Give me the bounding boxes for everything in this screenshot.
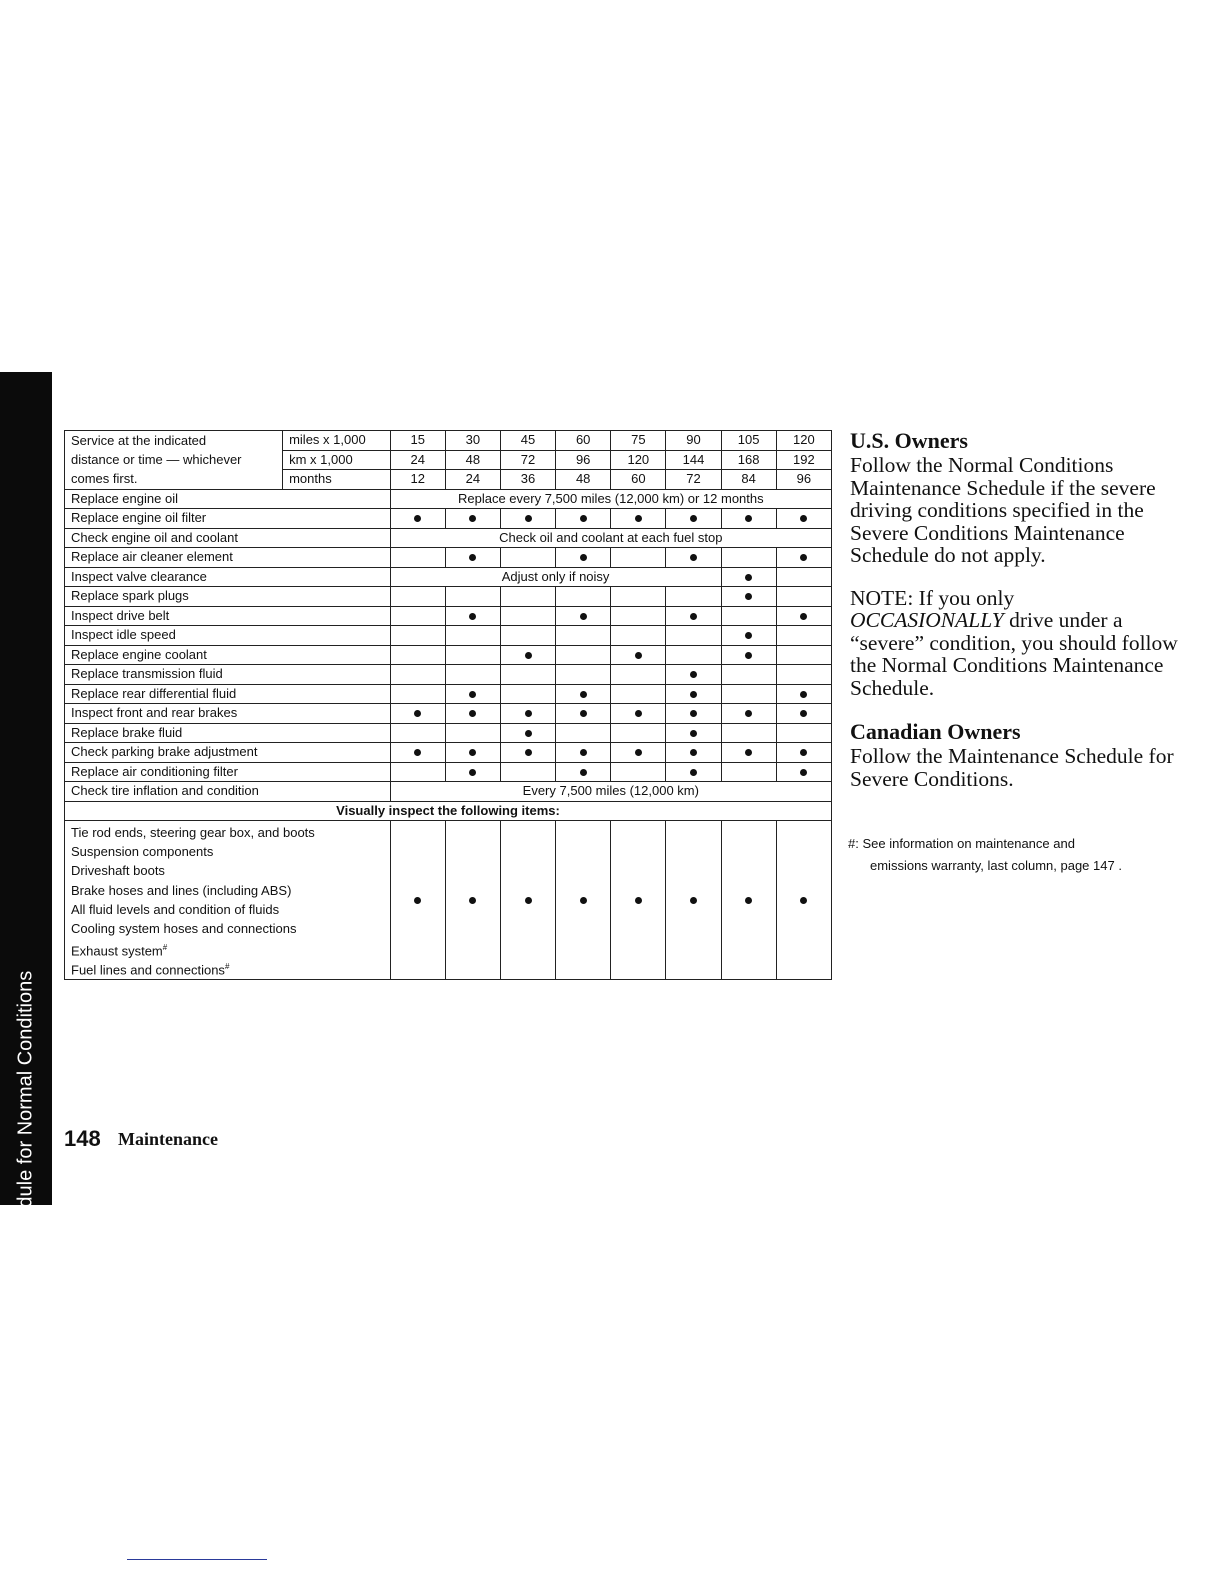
interval-value: 24 — [390, 450, 445, 470]
service-dot — [690, 515, 697, 522]
schedule-mark — [776, 567, 831, 587]
maintenance-item: Replace transmission fluid — [65, 665, 391, 685]
table-row — [65, 743, 832, 763]
visual-item-text: Cooling system hoses and connections — [71, 920, 297, 936]
table-row — [65, 509, 832, 529]
schedule-mark — [721, 567, 776, 587]
service-dot — [800, 691, 807, 698]
header-row — [65, 470, 832, 490]
interval-value: 120 — [611, 450, 666, 470]
schedule-mark — [666, 645, 721, 665]
schedule-note: Every 7,500 miles (12,000 km) — [390, 782, 831, 802]
interval-value: 192 — [776, 450, 831, 470]
visual-inspect-mark — [611, 821, 666, 980]
interval-value: 96 — [776, 470, 831, 490]
service-dot — [800, 897, 807, 904]
side-tab — [0, 372, 52, 1374]
interval-value: 60 — [556, 431, 611, 451]
visual-item — [71, 919, 384, 938]
visual-items-list — [65, 821, 391, 980]
interval-value: 15 — [390, 431, 445, 451]
schedule-mark — [445, 645, 500, 665]
visual-item — [71, 938, 384, 957]
note-rest: drive under a “severe” condition, you should follow the Normal Conditions Maintenance Schedule. — [850, 608, 1178, 700]
schedule-mark — [500, 743, 555, 763]
unit-label: km x 1,000 — [283, 450, 391, 470]
schedule-mark — [611, 626, 666, 646]
visual-item-text: Fuel lines and connections — [71, 962, 225, 978]
visual-inspect-heading: Visually inspect the following items: — [65, 801, 832, 821]
service-dot — [635, 749, 642, 756]
table-row — [65, 704, 832, 724]
schedule-mark — [776, 684, 831, 704]
schedule-mark — [556, 548, 611, 568]
schedule-mark — [611, 723, 666, 743]
interval-value: 12 — [390, 470, 445, 490]
service-dot — [690, 691, 697, 698]
schedule-mark — [390, 626, 445, 646]
service-dot — [635, 710, 642, 717]
schedule-mark — [721, 606, 776, 626]
page-section-label: Maintenance — [118, 1129, 218, 1149]
service-interval-text: Service at the indicated — [65, 431, 283, 451]
maintenance-item: Replace air cleaner element — [65, 548, 391, 568]
visual-inspect-mark — [666, 821, 721, 980]
schedule-mark — [556, 509, 611, 529]
service-dot — [525, 897, 532, 904]
schedule-mark — [556, 645, 611, 665]
us-owners-text: Follow the Normal Conditions Maintenance Schedule if the severe driving conditions specified in the Severe Conditions Maintenance Schedule do not apply. — [850, 453, 1156, 567]
schedule-mark — [390, 704, 445, 724]
schedule-mark — [556, 762, 611, 782]
service-dot — [525, 710, 532, 717]
service-dot — [745, 749, 752, 756]
schedule-mark — [721, 743, 776, 763]
schedule-mark — [390, 606, 445, 626]
schedule-mark — [666, 509, 721, 529]
schedule-mark — [721, 762, 776, 782]
visual-item — [71, 900, 384, 919]
schedule-mark — [556, 665, 611, 685]
service-dot — [690, 613, 697, 620]
schedule-mark — [500, 626, 555, 646]
side-tab-label: Maintenance Schedule for Normal Conditions — [14, 970, 37, 1374]
maintenance-item: Replace brake fluid — [65, 723, 391, 743]
schedule-note: Replace every 7,500 miles (12,000 km) or 12 months — [390, 489, 831, 509]
table-row — [65, 567, 832, 587]
table-row — [65, 645, 832, 665]
note-emphasis: OCCASIONALLY — [850, 608, 1004, 632]
occasional-note — [850, 587, 1190, 700]
canadian-owners-text: Follow the Maintenance Schedule for Severe Conditions. — [850, 744, 1174, 791]
service-dot — [800, 515, 807, 522]
service-dot — [469, 515, 476, 522]
interval-value: 120 — [776, 431, 831, 451]
service-interval-text: distance or time — whichever — [65, 450, 283, 470]
service-dot — [414, 897, 421, 904]
schedule-mark — [390, 723, 445, 743]
canadian-owners-title: Canadian Owners — [850, 719, 1021, 744]
schedule-mark — [611, 606, 666, 626]
interval-value: 72 — [666, 470, 721, 490]
schedule-mark — [776, 548, 831, 568]
schedule-mark — [611, 743, 666, 763]
service-dot — [690, 554, 697, 561]
table-row — [65, 528, 832, 548]
schedule-mark — [721, 509, 776, 529]
schedule-mark — [666, 548, 721, 568]
schedule-mark — [500, 587, 555, 607]
schedule-mark — [611, 548, 666, 568]
service-dot — [580, 613, 587, 620]
service-dot — [635, 897, 642, 904]
visual-item-text: All fluid levels and condition of fluids — [71, 901, 280, 917]
owner-notes — [850, 428, 1190, 790]
service-dot — [690, 671, 697, 678]
service-dot — [580, 554, 587, 561]
visual-inspect-mark — [390, 821, 445, 980]
interval-value: 168 — [721, 450, 776, 470]
visual-item-text: Exhaust system — [71, 943, 163, 959]
interval-value: 144 — [666, 450, 721, 470]
service-dot — [745, 574, 752, 581]
schedule-mark — [445, 723, 500, 743]
service-dot — [525, 749, 532, 756]
service-dot — [469, 613, 476, 620]
schedule-mark — [556, 587, 611, 607]
interval-value: 96 — [556, 450, 611, 470]
table-row — [65, 489, 832, 509]
service-dot — [414, 710, 421, 717]
schedule-mark — [721, 684, 776, 704]
interval-value: 36 — [500, 470, 555, 490]
schedule-mark — [500, 684, 555, 704]
service-dot — [690, 897, 697, 904]
maintenance-item: Inspect drive belt — [65, 606, 391, 626]
service-dot — [745, 897, 752, 904]
schedule-mark — [776, 587, 831, 607]
schedule-mark — [666, 743, 721, 763]
schedule-mark — [500, 509, 555, 529]
header-row — [65, 450, 832, 470]
service-dot — [469, 897, 476, 904]
schedule-mark — [666, 762, 721, 782]
maintenance-schedule-table — [64, 430, 832, 980]
schedule-mark — [445, 665, 500, 685]
schedule-mark — [445, 762, 500, 782]
visual-item — [71, 861, 384, 880]
warranty-mark: # — [162, 943, 168, 953]
note-prefix: NOTE: If you only — [850, 585, 1015, 610]
visual-inspect-mark — [500, 821, 555, 980]
schedule-mark — [556, 684, 611, 704]
schedule-mark — [500, 723, 555, 743]
visual-inspect-mark — [445, 821, 500, 980]
table-row — [65, 782, 832, 802]
interval-value: 75 — [611, 431, 666, 451]
service-dot — [580, 897, 587, 904]
schedule-mark — [556, 704, 611, 724]
schedule-mark — [445, 606, 500, 626]
service-dot — [635, 652, 642, 659]
table-row — [65, 548, 832, 568]
warranty-mark: # — [224, 962, 230, 972]
schedule-mark — [666, 626, 721, 646]
schedule-mark — [611, 704, 666, 724]
interval-value: 48 — [556, 470, 611, 490]
interval-value: 60 — [611, 470, 666, 490]
schedule-mark — [500, 606, 555, 626]
service-dot — [414, 515, 421, 522]
schedule-mark — [611, 762, 666, 782]
service-dot — [469, 710, 476, 717]
visual-item — [71, 842, 384, 861]
schedule-mark — [445, 743, 500, 763]
maintenance-item: Replace rear differential fluid — [65, 684, 391, 704]
service-dot — [690, 769, 697, 776]
service-dot — [745, 632, 752, 639]
page-number: 148 — [64, 1126, 101, 1151]
service-dot — [580, 691, 587, 698]
visual-item — [71, 881, 384, 900]
service-dot — [580, 769, 587, 776]
visual-item-text: Tie rod ends, steering gear box, and boots — [71, 825, 315, 840]
schedule-mark — [390, 548, 445, 568]
schedule-mark — [611, 509, 666, 529]
footnote-symbol: # — [848, 836, 856, 851]
unit-label: months — [283, 470, 391, 490]
service-dot — [800, 769, 807, 776]
service-dot — [580, 515, 587, 522]
interval-value: 90 — [666, 431, 721, 451]
service-dot — [469, 749, 476, 756]
schedule-mark — [776, 509, 831, 529]
schedule-mark — [500, 645, 555, 665]
table-row — [65, 587, 832, 607]
schedule-mark — [390, 645, 445, 665]
schedule-mark — [556, 606, 611, 626]
maintenance-item: Inspect idle speed — [65, 626, 391, 646]
schedule-mark — [556, 626, 611, 646]
interval-value: 84 — [721, 470, 776, 490]
visual-item-text: Brake hoses and lines (including ABS) — [71, 882, 292, 898]
schedule-note: Adjust only if noisy — [390, 567, 721, 587]
visual-items-row — [65, 821, 832, 980]
schedule-mark — [776, 762, 831, 782]
maintenance-item: Inspect valve clearance — [65, 567, 391, 587]
bottom-rule — [127, 1559, 267, 1560]
service-dot — [525, 515, 532, 522]
table-row — [65, 665, 832, 685]
maintenance-item: Check engine oil and coolant — [65, 528, 391, 548]
service-dot — [414, 749, 421, 756]
table-row — [65, 762, 832, 782]
schedule-mark — [721, 587, 776, 607]
schedule-mark — [611, 587, 666, 607]
schedule-mark — [776, 704, 831, 724]
service-interval-text: comes first. — [65, 470, 283, 490]
schedule-mark — [666, 665, 721, 685]
footnote — [848, 833, 1168, 877]
schedule-mark — [776, 626, 831, 646]
schedule-mark — [390, 684, 445, 704]
unit-label: miles x 1,000 — [283, 431, 391, 451]
interval-value: 24 — [445, 470, 500, 490]
maintenance-item: Inspect front and rear brakes — [65, 704, 391, 724]
schedule-mark — [611, 684, 666, 704]
interval-value: 48 — [445, 450, 500, 470]
maintenance-item: Check tire inflation and condition — [65, 782, 391, 802]
table-row — [65, 606, 832, 626]
schedule-note: Check oil and coolant at each fuel stop — [390, 528, 831, 548]
maintenance-item: Replace spark plugs — [65, 587, 391, 607]
visual-heading-row — [65, 801, 832, 821]
canadian-owners — [850, 719, 1190, 790]
schedule-mark — [445, 509, 500, 529]
service-dot — [635, 515, 642, 522]
service-dot — [580, 710, 587, 717]
schedule-mark — [721, 723, 776, 743]
schedule-mark — [721, 665, 776, 685]
schedule-mark — [390, 587, 445, 607]
table-row — [65, 723, 832, 743]
visual-item-text: Driveshaft boots — [71, 863, 165, 879]
interval-value: 105 — [721, 431, 776, 451]
schedule-mark — [445, 684, 500, 704]
interval-value: 30 — [445, 431, 500, 451]
visual-item — [71, 957, 384, 976]
service-dot — [745, 652, 752, 659]
service-dot — [469, 691, 476, 698]
maintenance-item: Replace air conditioning filter — [65, 762, 391, 782]
service-dot — [800, 749, 807, 756]
visual-items — [71, 823, 384, 977]
visual-item — [71, 823, 384, 842]
schedule-mark — [776, 743, 831, 763]
service-dot — [690, 710, 697, 717]
service-dot — [690, 749, 697, 756]
schedule-mark — [776, 723, 831, 743]
schedule-mark — [390, 509, 445, 529]
schedule-mark — [666, 684, 721, 704]
schedule-mark — [721, 626, 776, 646]
visual-inspect-mark — [776, 821, 831, 980]
visual-item-text: Suspension components — [71, 844, 214, 860]
us-owners-title: U.S. Owners — [850, 428, 968, 453]
maintenance-item: Replace engine oil — [65, 489, 391, 509]
service-dot — [745, 515, 752, 522]
schedule-mark — [776, 606, 831, 626]
service-dot — [580, 749, 587, 756]
schedule-mark — [390, 762, 445, 782]
service-dot — [525, 730, 532, 737]
service-dot — [800, 710, 807, 717]
schedule-mark — [500, 704, 555, 724]
schedule-mark — [500, 665, 555, 685]
interval-value: 72 — [500, 450, 555, 470]
schedule-mark — [390, 665, 445, 685]
schedule-mark — [721, 548, 776, 568]
schedule-mark — [556, 743, 611, 763]
schedule-mark — [666, 606, 721, 626]
schedule-mark — [500, 762, 555, 782]
schedule-mark — [776, 645, 831, 665]
interval-value: 45 — [500, 431, 555, 451]
service-dot — [469, 769, 476, 776]
schedule-mark — [611, 665, 666, 685]
visual-inspect-mark — [721, 821, 776, 980]
service-dot — [745, 593, 752, 600]
schedule-mark — [666, 587, 721, 607]
schedule-mark — [666, 704, 721, 724]
schedule-mark — [445, 704, 500, 724]
maintenance-item: Replace engine coolant — [65, 645, 391, 665]
maintenance-item: Check parking brake adjustment — [65, 743, 391, 763]
table-row — [65, 626, 832, 646]
schedule-mark — [556, 723, 611, 743]
schedule-mark — [500, 548, 555, 568]
service-dot — [800, 554, 807, 561]
header-row — [65, 431, 832, 451]
schedule-mark — [445, 587, 500, 607]
footnote-line-1: : See information on maintenance and — [855, 836, 1075, 851]
schedule-mark — [390, 743, 445, 763]
table-row — [65, 684, 832, 704]
schedule-mark — [666, 723, 721, 743]
footnote-line-2: emissions warranty, last column, page 147 . — [870, 858, 1122, 873]
schedule-mark — [721, 645, 776, 665]
visual-inspect-mark — [556, 821, 611, 980]
service-dot — [469, 554, 476, 561]
service-dot — [525, 652, 532, 659]
schedule-mark — [445, 548, 500, 568]
service-dot — [690, 730, 697, 737]
schedule-mark — [611, 645, 666, 665]
service-dot — [800, 613, 807, 620]
service-dot — [745, 710, 752, 717]
schedule-mark — [776, 665, 831, 685]
schedule-mark — [721, 704, 776, 724]
maintenance-item: Replace engine oil filter — [65, 509, 391, 529]
schedule-mark — [445, 626, 500, 646]
